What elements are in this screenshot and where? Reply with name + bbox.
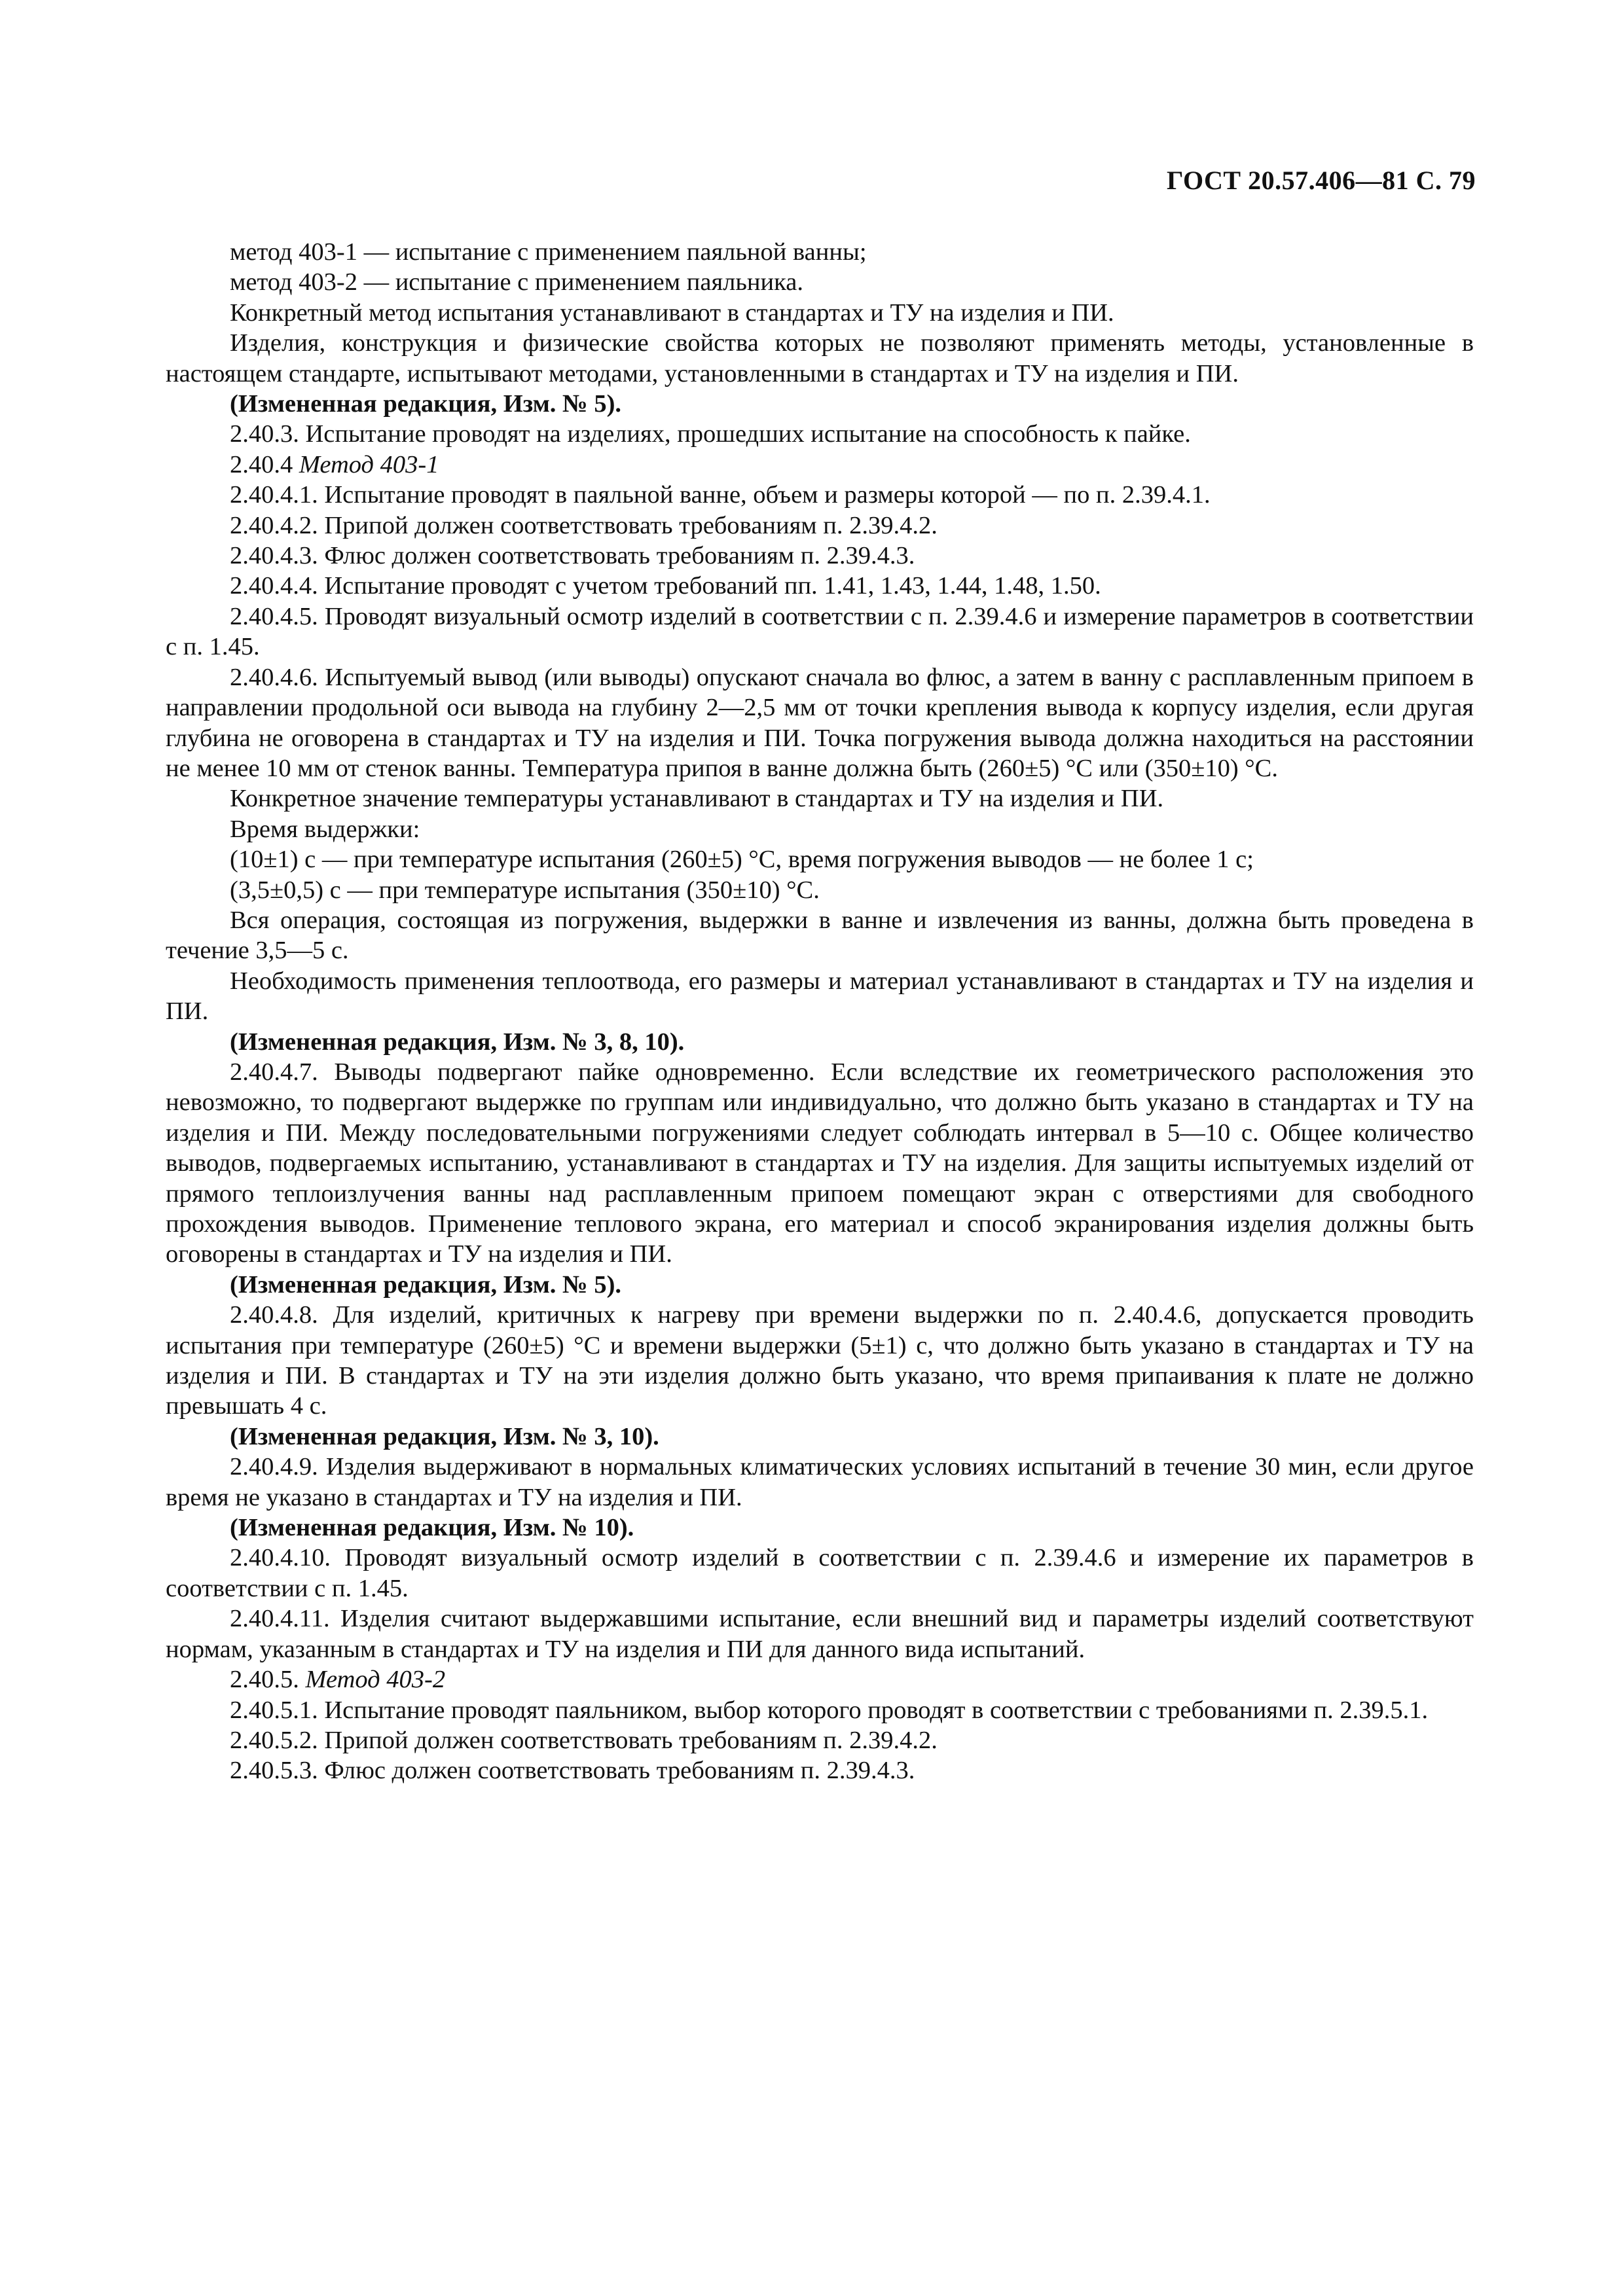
page-header: ГОСТ 20.57.406—81 С. 79 [1166, 166, 1476, 195]
paragraph: 2.40.4.8. Для изделий, критичных к нагреву при времени выдержки по п. 2.40.4.6, допускается проводить испытания при температуре (260±5) °С и времени выдержки (5±1) с, что должно быть указано в стандартах и ТУ на изделия и ПИ. В стандартах и ТУ на эти изделия должно быть указано, что время припаивания к плате не должно превышать 4 с. [166, 1301, 1474, 1420]
section-number: 2.40.5. [230, 1666, 299, 1694]
amendment-note: (Измененная редакция, Изм. № 10). [230, 1514, 634, 1542]
paragraph: (10±1) с — при температуре испытания (260±5) °С, время погружения выводов — не более 1 с; [230, 846, 1254, 874]
paragraph: Вся операция, состоящая из погружения, выдержки в ванне и извлечения из ванны, должна быть проведена в течение 3,5—5 с. [166, 906, 1474, 965]
document-body [166, 237, 1474, 1786]
paragraph: 2.40.4.1. Испытание проводят в паяльной ванне, объем и размеры которой — по п. 2.39.4.1. [230, 481, 1211, 509]
paragraph: метод 403-2 — испытание с применением паяльника. [230, 268, 803, 296]
paragraph: Изделия, конструкция и физические свойства которых не позволяют применять методы, установленные в настоящем стандарте, испытывают методами, установленными в стандартах и ТУ на изделия и ПИ. [166, 329, 1474, 387]
amendment-note: (Измененная редакция, Изм. № 3, 8, 10). [230, 1028, 685, 1056]
paragraph: 2.40.5.3. Флюс должен соответствовать требованиям п. 2.39.4.3. [230, 1757, 915, 1785]
section-heading [166, 1664, 1474, 1695]
paragraph: 2.40.4.9. Изделия выдерживают в нормальных климатических условиях испытаний в течение 30 мин, если другое время не указано в стандартах и ТУ на изделия и ПИ. [166, 1453, 1474, 1511]
paragraph: Необходимость применения теплоотвода, его размеры и материал устанавливают в стандартах и ТУ на изделия и ПИ. [166, 967, 1474, 1026]
section-heading [166, 450, 1474, 480]
amendment-note: (Измененная редакция, Изм. № 5). [230, 1270, 622, 1299]
paragraph: 2.40.4.5. Проводят визуальный осмотр изделий в соответствии с п. 2.39.4.6 и измерение параметров в соответствии с п. 1.45. [166, 602, 1474, 661]
amendment-note: (Измененная редакция, Изм. № 5). [230, 390, 622, 418]
section-title: Метод 403-2 [305, 1666, 446, 1694]
paragraph: (3,5±0,5) с — при температуре испытания (350±10) °С. [230, 876, 820, 904]
paragraph: 2.40.5.1. Испытание проводят паяльником, выбор которого проводят в соответствии с требованиями п. 2.39.5.1. [230, 1696, 1429, 1724]
section-title: Метод 403-1 [299, 450, 439, 478]
paragraph: 2.40.4.4. Испытание проводят с учетом требований пп. 1.41, 1.43, 1.44, 1.48, 1.50. [230, 572, 1101, 600]
paragraph: 2.40.4.3. Флюс должен соответствовать требованиям п. 2.39.4.3. [230, 542, 915, 570]
paragraph: 2.40.5.2. Припой должен соответствовать требованиям п. 2.39.4.2. [230, 1726, 938, 1754]
paragraph: 2.40.4.6. Испытуемый вывод (или выводы) опускают сначала во флюс, а затем в ванну с расплавленным припоем в направлении продольной оси вывода на глубину 2—2,5 мм от точки крепления вывода к корпусу изделия, если другая глубина не оговорена в стандартах и ТУ на изделия и ПИ. Точка погружения вывода должна находиться на расстоянии не менее 10 мм от стенок ванны. Температура припоя в ванне должна быть (260±5) °С или (350±10) °С. [166, 663, 1474, 782]
paragraph: Конкретное значение температуры устанавливают в стандартах и ТУ на изделия и ПИ. [230, 785, 1164, 813]
amendment-note: (Измененная редакция, Изм. № 3, 10). [230, 1422, 659, 1450]
paragraph: 2.40.4.7. Выводы подвергают пайке одновременно. Если вследствие их геометрического расположения это невозможно, то подвергают выдержке по группам или индивидуально, что должно быть указано в стандартах и ТУ на изделия и ПИ. Между последовательными погружениями следует соблюдать интервал в 5—10 с. Общее количество выводов, подвергаемых испытанию, устанавливают в стандартах и ТУ на изделия. Для защиты испытуемых изделий от прямого теплоизлучения ванны над расплавленным припоем помещают экран с отверстиями для свободного прохождения выводов. Применение теплового экрана, его материал и способ экранирования изделия должны быть оговорены в стандартах и ТУ на изделия и ПИ. [166, 1058, 1474, 1268]
paragraph: 2.40.4.2. Припой должен соответствовать требованиям п. 2.39.4.2. [230, 511, 938, 539]
paragraph: Время выдержки: [230, 815, 420, 843]
section-number: 2.40.4 [230, 450, 293, 478]
paragraph: метод 403-1 — испытание с применением паяльной ванны; [230, 238, 867, 266]
paragraph: 2.40.4.10. Проводят визуальный осмотр изделий в соответствии с п. 2.39.4.6 и измерение их параметров в соответствии с п. 1.45. [166, 1544, 1474, 1602]
paragraph: 2.40.3. Испытание проводят на изделиях, прошедших испытание на способность к пайке. [230, 420, 1191, 448]
paragraph: 2.40.4.11. Изделия считают выдержавшими испытание, если внешний вид и параметры изделий соответствуют нормам, указанным в стандартах и ТУ на изделия и ПИ для данного вида испытаний. [166, 1605, 1474, 1663]
paragraph: Конкретный метод испытания устанавливают в стандартах и ТУ на изделия и ПИ. [230, 298, 1114, 327]
